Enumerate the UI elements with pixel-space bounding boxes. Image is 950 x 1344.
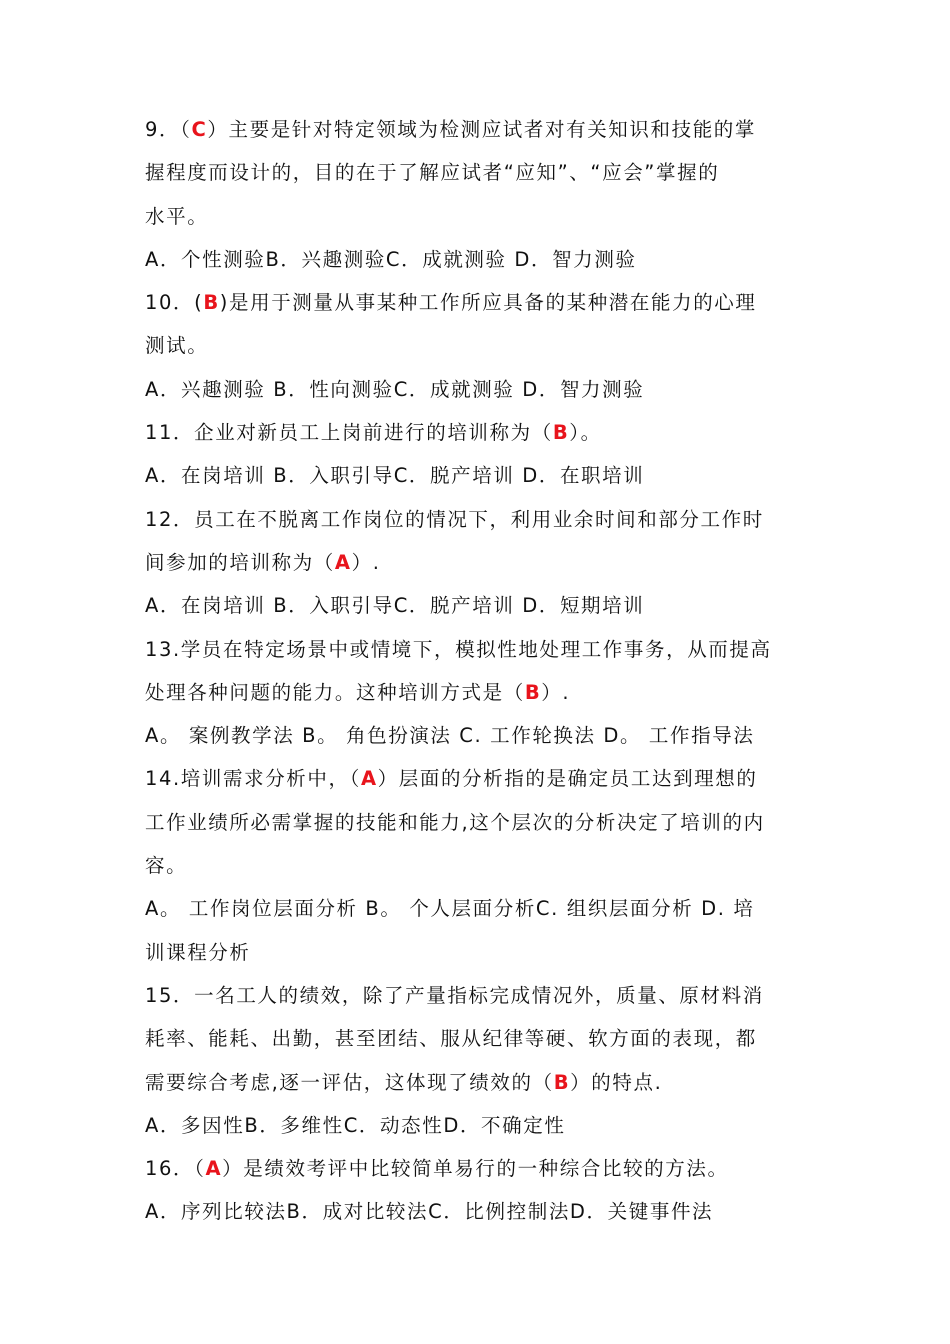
question-15-line-2: 耗率、能耗、出勤，甚至团结、服从纪律等硬、软方面的表现，都 [145,1027,757,1051]
question-15-line-3: 需要综合考虑,逐一评估，这体现了绩效的（B）的特点. [145,1070,663,1094]
question-14-options: A。 工作岗位层面分析 B。 个人层面分析C. 组织层面分析 D. 培 [145,897,755,921]
question-list [145,108,810,1234]
question-14-options-cont: 训课程分析 [145,940,251,964]
question-11-line-1: 11．企业对新员工上岗前进行的培训称为（B）。 [145,421,602,445]
question-15-options: A．多因性B．多维性C．动态性D．不确定性 [145,1113,566,1137]
question-15-line-1: 15．一名工人的绩效，除了产量指标完成情况外，质量、原材料消 [145,983,764,1007]
question-10-line-1: 10．(B)是用于测量从事某种工作所应具备的某种潜在能力的心理 [145,291,757,315]
question-13-line-2: 处理各种问题的能力。这种培训方式是（B）. [145,680,571,704]
answer-mark: B [203,291,220,315]
answer-mark: C [191,118,208,141]
question-14-line-1: 14.培训需求分析中，（A）层面的分析指的是确定员工达到理想的 [145,767,758,791]
answer-mark: B [524,680,542,704]
answer-mark: A [205,1157,223,1181]
answer-mark: B [552,421,570,445]
question-11-options: A．在岗培训 B．入职引导C．脱产培训 D．在职培训 [145,464,645,488]
question-14-line-2: 工作业绩所必需掌握的技能和能力,这个层次的分析决定了培训的内 [145,810,765,834]
question-9-line-3: 水平。 [145,204,209,228]
question-14-line-3: 容。 [145,854,188,878]
answer-mark: B [553,1070,571,1094]
question-13-options: A。 案例教学法 B。 角色扮演法 C. 工作轮换法 D。 工作指导法 [145,724,755,748]
question-16-options: A．序列比较法B．成对比较法C．比例控制法D．关键事件法 [145,1200,714,1224]
question-12-line-1: 12．员工在不脱离工作岗位的情况下，利用业余时间和部分工作时 [145,507,764,531]
question-13-line-1: 13.学员在特定场景中或情境下，模拟性地处理工作事务，从而提高 [145,637,772,661]
question-9-line-1: 9．（C）主要是针对特定领域为检测应试者对有关知识和技能的掌 [145,118,756,141]
question-10-line-2: 测试。 [145,334,209,358]
question-16-line-1: 16．（A）是绩效考评中比较简单易行的一种综合比较的方法。 [145,1157,729,1181]
question-12-line-2: 间参加的培训称为（A）. [145,550,381,574]
answer-mark: A [360,767,378,791]
question-12-options: A．在岗培训 B．入职引导C．脱产培训 D．短期培训 [145,594,645,618]
question-9-line-2: 握程度而设计的，目的在于了解应试者“应知”、“应会”掌握的 [145,161,720,185]
question-9-options: A．个性测验B．兴趣测验C．成就测验 D．智力测验 [145,247,637,271]
question-10-options: A．兴趣测验 B．性向测验C．成就测验 D．智力测验 [145,377,645,401]
answer-mark: A [334,550,352,574]
